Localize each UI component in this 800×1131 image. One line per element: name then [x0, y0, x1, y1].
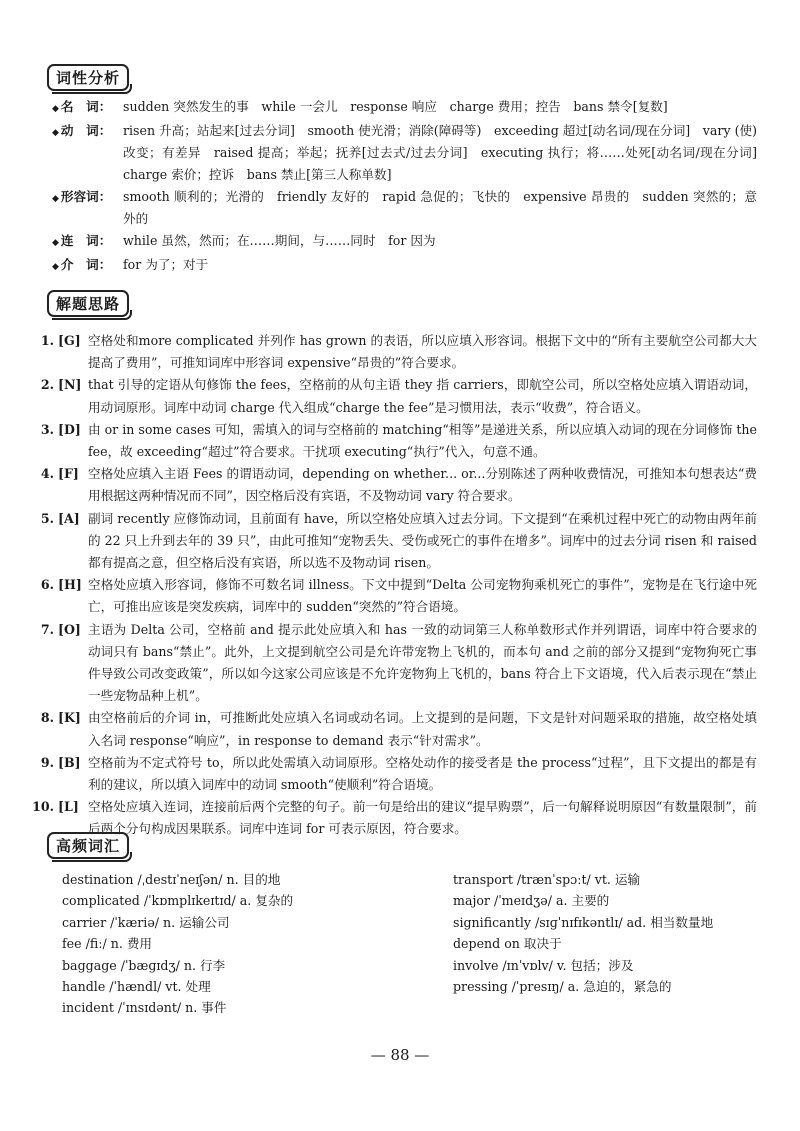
answer-key: [L]: [58, 799, 79, 815]
answer-item: [31, 330, 757, 374]
diamond-bullet-icon: ◆: [52, 238, 59, 248]
pos-text: for 为了；对于: [123, 257, 209, 272]
page-number: — 88 —: [370, 1046, 430, 1064]
answer-item: [31, 707, 757, 751]
pos-row: [52, 186, 757, 230]
vocab-entry: transport /trænˈspɔːt/ vt. 运输: [453, 872, 641, 887]
pos-text: risen 升高；站起来[过去分词] smooth 使光滑；消除(障碍等) exceeding 超过[动名词/现在分词] vary (使)改变；有差异 raised 提高；举起；抚养[过去式/过去分词] executing 执行；将……处死[动名词/现在分词] charge 索价；控诉 bans 禁止[第三人称单数]: [123, 123, 770, 182]
answer-item: [31, 796, 757, 840]
pos-row: [52, 230, 757, 254]
pos-text: while 虽然，然而；在……期间，与……同时 for 因为: [123, 233, 436, 248]
section-title-solution: 解题思路: [47, 290, 129, 317]
vocab-entry: destination /ˌdestɪˈneɪʃən/ n. 目的地: [62, 872, 281, 887]
answer-key: [B]: [58, 754, 81, 770]
answer-key: [K]: [58, 710, 81, 726]
vocab-entry: depend on 取决于: [453, 936, 562, 952]
pos-label: ◆ 连 词：: [52, 233, 112, 248]
answer-item: [31, 508, 757, 575]
vocab-entry: pressing /ˈpresɪŋ/ a. 急迫的，紧急的: [453, 979, 672, 995]
answer-explanation: 由 or in some cases 可知，需填入的词与空格前的 matching“相等”是递进关系，所以应填入动词的现在分词修饰 the fee，故 exceeding“超过”符合要求。干扰项 executing“执行”代入，句意不通。: [88, 421, 757, 460]
pos-label: ◆ 动 词：: [52, 123, 112, 138]
pos-row: [52, 96, 757, 120]
pos-analysis-list: [52, 96, 770, 278]
answer-number: 10.: [32, 799, 54, 815]
vocab-column-left: [62, 869, 442, 1019]
answer-key: [O]: [58, 621, 81, 637]
answer-number: 1.: [40, 333, 54, 348]
answer-number: 7.: [40, 621, 54, 637]
vocab-entry: major /ˈmeɪdʒə/ a. 主要的: [453, 893, 610, 909]
section-title-pos-analysis: 词性分析: [47, 64, 129, 91]
answer-key: [H]: [58, 577, 82, 593]
vocab-entry: baggage /ˈbæɡɪdʒ/ n. 行李: [62, 957, 226, 973]
answer-item: [31, 419, 757, 463]
pos-label: ◆ 形容词：: [52, 189, 112, 204]
diamond-bullet-icon: ◆: [52, 194, 59, 204]
diamond-bullet-icon: ◆: [52, 262, 59, 272]
vocab-column-right: [453, 869, 773, 997]
section-title-vocabulary: 高频词汇: [47, 832, 129, 859]
vocab-entry: complicated /ˈkɒmplɪkeɪtɪd/ a. 复杂的: [62, 893, 294, 909]
answer-explanation: 副词 recently 应修饰动词，且前面有 have，所以空格处应填入过去分词。下文提到“在乘机过程中死亡的动物由两年前的 22 只上升到去年的 39 只”，由此可推知“宠物丢失、受伤或死亡的事件在增多”。词库中的过去分词 risen 和 raised 都有提高之意，但空格后没有宾语，所以选不及物动词 risen。: [88, 510, 757, 571]
answer-number: 3.: [40, 421, 54, 437]
vocab-entry: handle /ˈhændl/ vt. 处理: [62, 979, 211, 995]
vocab-entry: significantly /sɪɡˈnɪfɪkəntlɪ/ ad. 相当数量地: [453, 914, 714, 930]
answer-item: [31, 463, 757, 507]
answer-key: [F]: [58, 466, 79, 482]
answer-key: [G]: [58, 333, 81, 348]
answer-key: [N]: [58, 377, 82, 393]
answer-explanation: 空格处应填入连词，连接前后两个完整的句子。前一句是给出的建议“提早购票”，后一句解释说明原因“有数量限制”，前后两个分句构成因果联系。词库中连词 for 可表示原因，符合要求。: [88, 799, 757, 837]
answer-explanation: 空格处应填入主语 Fees 的谓语动词，depending on whether... or...分别陈述了两种收费情况，可推知本句想表达“费用根据这两种情况而不同”，因空格后没有宾语，不及物动词 vary 符合要求。: [88, 466, 757, 504]
pos-row: [52, 254, 757, 278]
vocab-entry: incident /ˈɪnsɪdənt/ n. 事件: [62, 1000, 227, 1016]
vocab-entry: carrier /ˈkæriə/ n. 运输公司: [62, 914, 230, 930]
diamond-bullet-icon: ◆: [52, 128, 59, 138]
answer-number: 5.: [40, 510, 54, 526]
answer-list: [31, 330, 757, 841]
answer-explanation: that 引导的定语从句修饰 the fees，空格前的从句主语 they 指 carriers，即航空公司，所以空格处应填入谓语动词，用动词原形。词库中动词 charge 代入组成“charge the fee”是习惯用法，表示“收费”，符合语义。: [88, 377, 757, 415]
answer-key: [A]: [58, 510, 80, 526]
pos-label: ◆ 名 词：: [52, 99, 112, 114]
answer-explanation: 由空格前后的介词 in，可推断此处应填入名词或动名词。上文提到的是问题，下文是针对问题采取的措施，故空格处填入名词 response“响应”，in response to demand 表示“针对需求”。: [88, 710, 757, 748]
vocab-entry: fee /fiː/ n. 费用: [62, 936, 153, 952]
answer-item: [31, 574, 757, 618]
answer-number: 4.: [40, 466, 54, 482]
pos-text: sudden 突然发生的事 while 一会儿 response 响应 charge 费用；控告 bans 禁令[复数]: [123, 99, 668, 114]
answer-explanation: 主语为 Delta 公司，空格前 and 提示此处应填入和 has 一致的动词第三人称单数形式作并列谓语，词库中符合要求的动词只有 bans“禁止”。此外，上文提到航空公司是允许带宠物上飞机的，而本句 and 之前的部分又提到“宠物狗死亡事件导致公司改变政策”，所以如今这家公司应该是不允许宠物狗上飞机的，bans 符合上下文语境，代入后表示现在“禁止一些宠物品种上机”。: [88, 621, 757, 704]
answer-key: [D]: [58, 421, 81, 437]
answer-item: [31, 619, 757, 708]
answer-number: 9.: [40, 754, 54, 770]
answer-explanation: 空格处和more complicated 并列作 has grown 的表语，所以应填入形容词。根据下文中的“所有主要航空公司都大大提高了费用”，可推知词库中形容词 expensive“昂贵的”符合要求。: [88, 333, 757, 371]
pos-text: smooth 顺利的；光滑的 friendly 友好的 rapid 急促的；飞快的 expensive 昂贵的 sudden 突然的；意外的: [123, 189, 757, 226]
answer-explanation: 空格处应填入形容词，修饰不可数名词 illness。下文中提到“Delta 公司宠物狗乘机死亡的事件”，宠物是在飞行途中死亡，可推出应该是突发疾病，词库中的 sudden“突然的”符合语境。: [88, 577, 757, 615]
answer-item: [31, 752, 757, 796]
answer-number: 6.: [40, 577, 54, 593]
pos-label: ◆ 介 词：: [52, 257, 112, 272]
pos-row: [52, 120, 770, 186]
vocab-entry: involve /ɪnˈvɒlv/ v. 包括；涉及: [453, 957, 634, 973]
answer-number: 2.: [40, 377, 54, 393]
answer-number: 8.: [40, 710, 54, 726]
answer-item: [31, 374, 757, 418]
answer-explanation: 空格前为不定式符号 to，所以此处需填入动词原形。空格处动作的接受者是 the process“过程”，且下文提出的都是有利的建议，所以填入词库中的动词 smooth“使顺利”符合语境。: [88, 754, 757, 793]
diamond-bullet-icon: ◆: [52, 104, 59, 114]
